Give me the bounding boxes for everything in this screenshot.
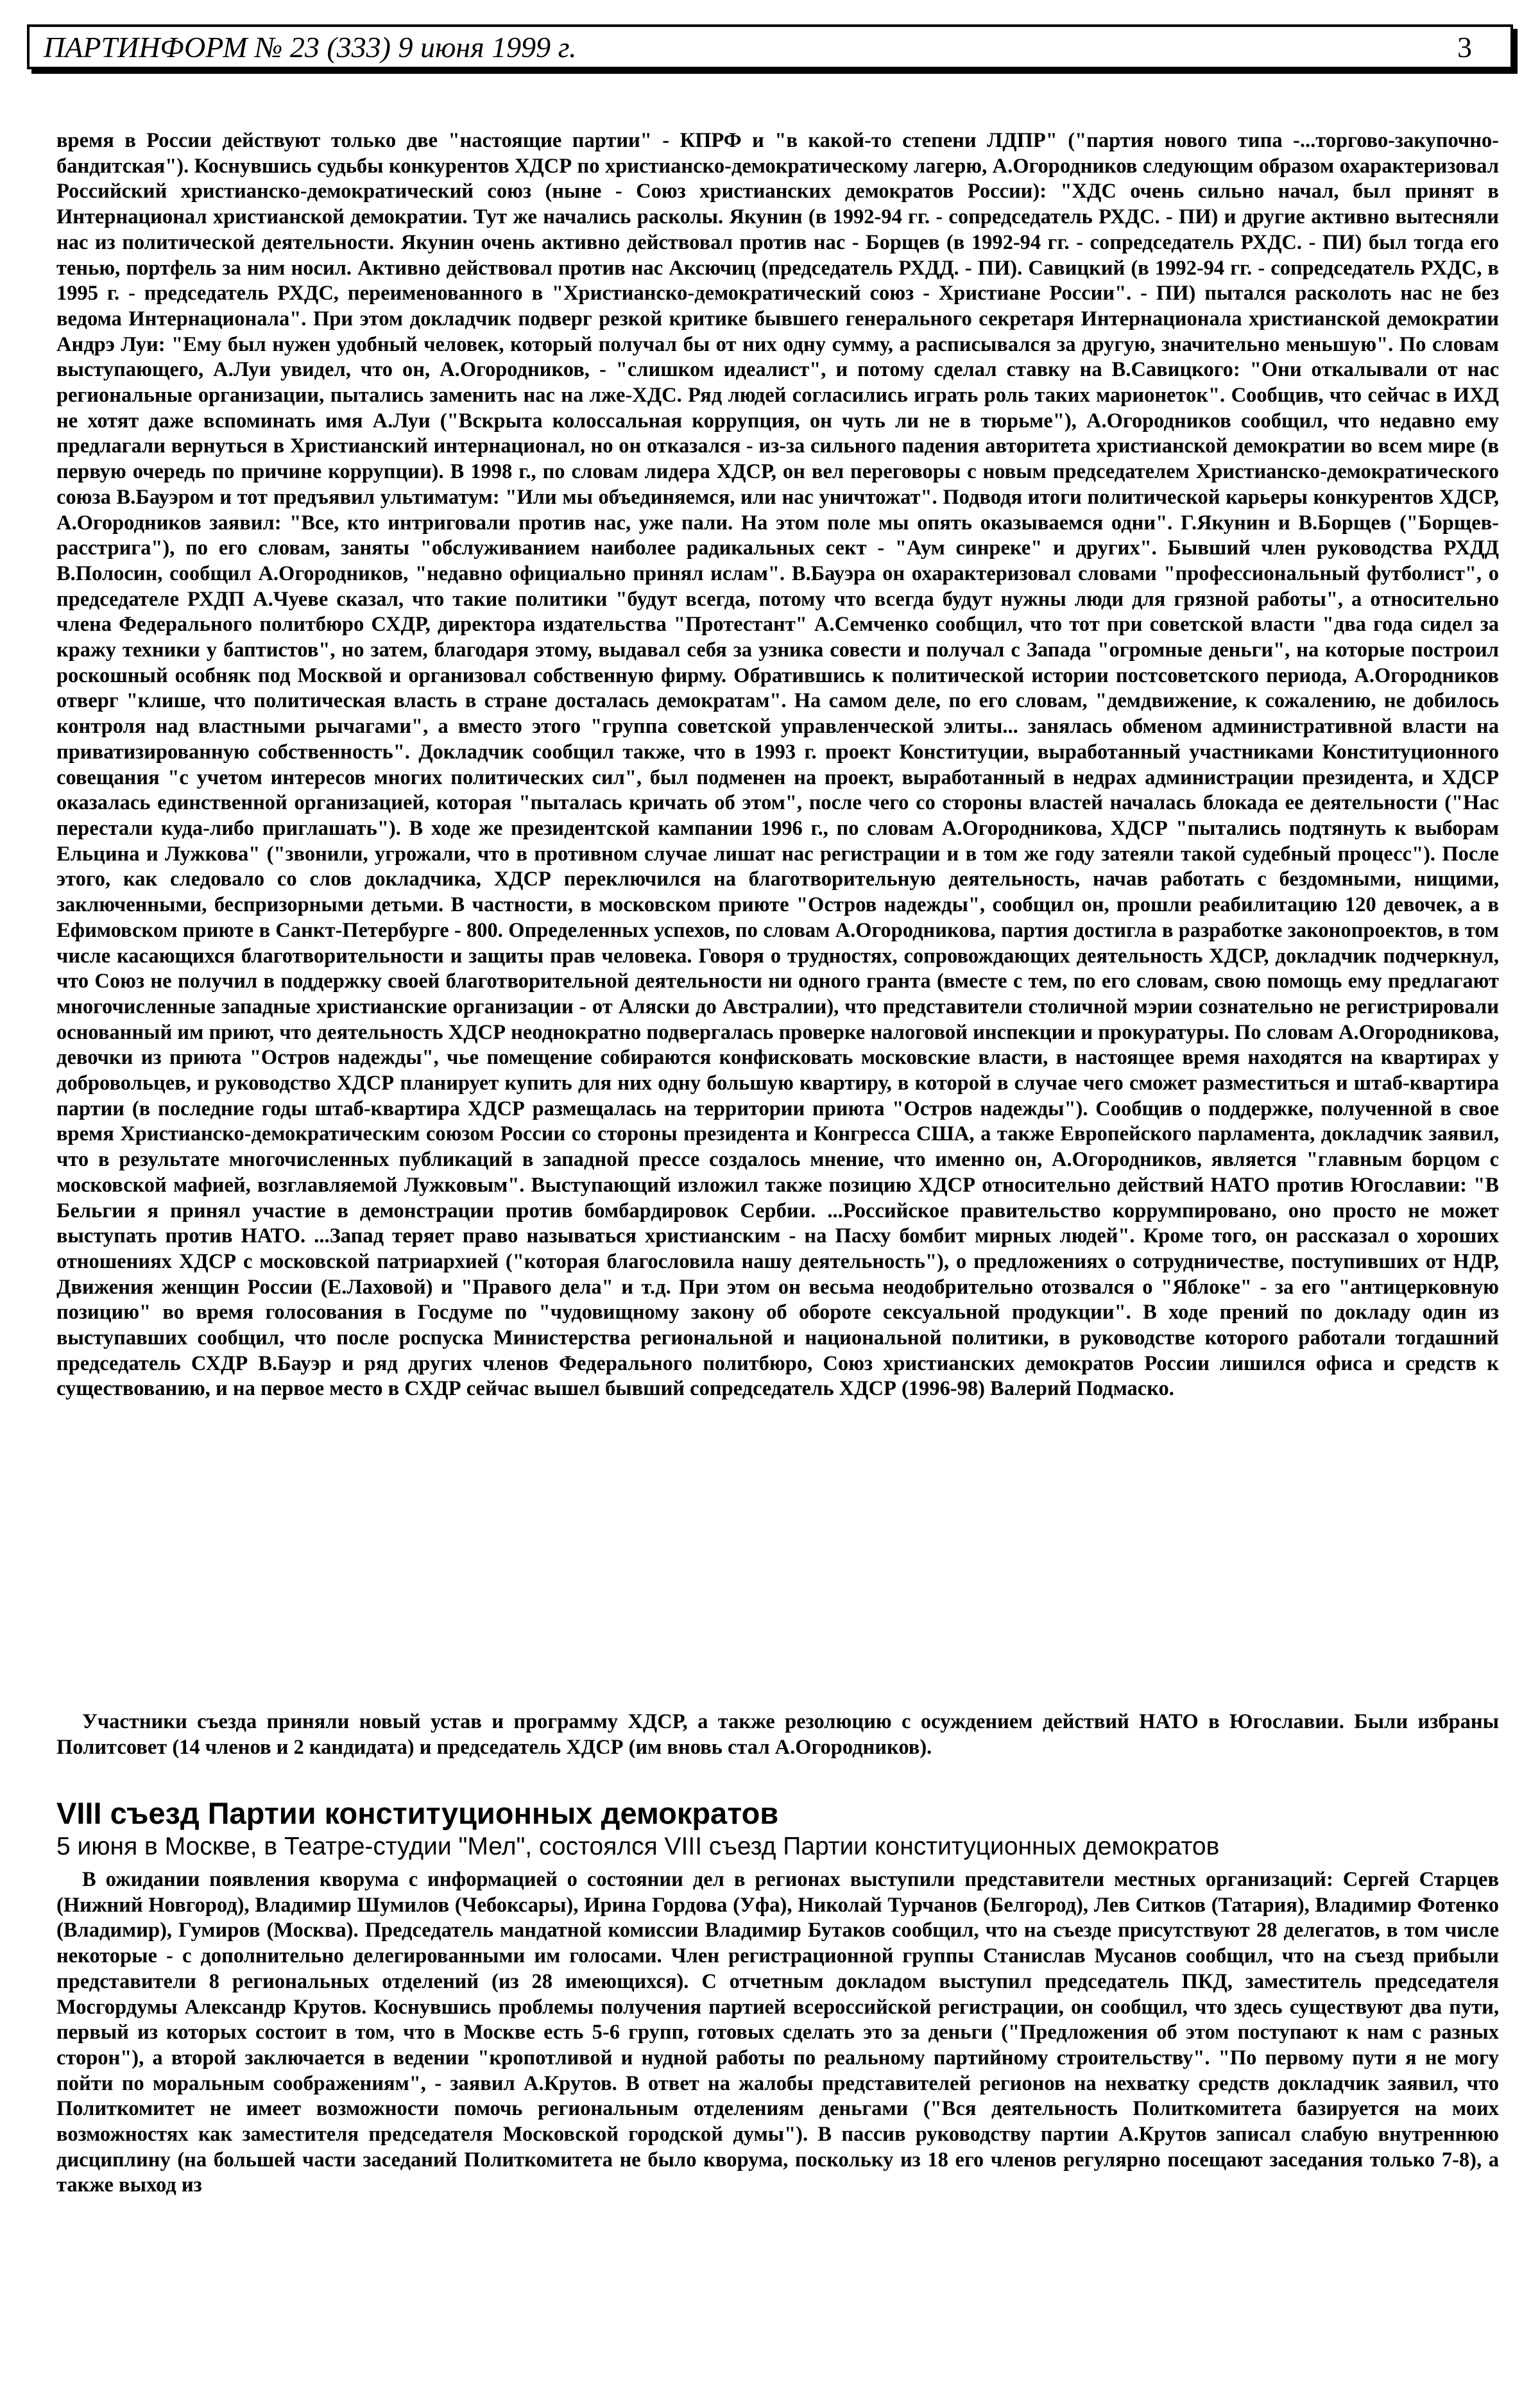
- publication-title: ПАРТИНФОРМ № 23 (333) 9 июня 1999 г.: [44, 31, 577, 64]
- page-header: [27, 24, 1513, 69]
- page-number: 3: [1457, 31, 1472, 64]
- article-closing-paragraph: Участники съезда приняли новый устав и программу ХДСР, а также резолюцию с осуждением действий НАТО в Югославии. Были избраны Политсовет (14 членов и 2 кандидата) и председатель ХДСР (им вновь стал А.Огородников).: [56, 1710, 1499, 1759]
- article-headline: VIII съезд Партии конституционных демократов: [56, 1796, 779, 1830]
- article-body-paragraph: В ожидании появления кворума с информацией о состоянии дел в регионах выступили представители местных организаций: Сергей Старцев (Нижний Новгород), Владимир Шумилов (Чебоксары), Ирина Гордова (Уфа), Николай Турчанов (Белгород), Лев Ситков (Татария), Владимир Фотенко (Владимир), Гумиров (Москва). Председатель мандатной комиссии Владимир Бутаков сообщил, что на съезде присутствуют 28 делегатов, в том числе некоторые - с дополнительно делегированными им голосами. Член регистрационной группы Станислав Мусанов сообщил, что на съезд прибыли представители 8 региональных отделений (из 28 имеющихся). С отчетным докладом выступил председатель ПКД, заместитель председателя Мосгордумы Александр Крутов. Коснувшись проблемы получения партией всероссийской регистрации, он сообщил, что здесь существуют два пути, первый из которых состоит в том, что в Москве есть 5-6 групп, готовых сделать это за деньги ("Предложения об этом поступают к нам с разных сторон"), а второй заключается в ведении "кропотливой и нудной работы по реальному партийному строительству". "По первому пути я не могу пойти по моральным соображениям", - заявил А.Крутов. В ответ на жалобы представителей регионов на нехватку средств докладчик заявил, что Политкомитет не имеет возможности помочь региональным отделениям деньгами ("Вся деятельность Политкомитета базируется на моих возможностях как заместителя председателя Московской городской думы"). В пассив руководству партии А.Крутов записал слабую внутреннюю дисциплину (на большей части заседаний Политкомитета не было кворума, поскольку из 18 его членов регулярно посещают заседания только 7-8), а также выход из: [56, 1868, 1499, 2197]
- article-lead: 5 июня в Москве, в Театре-студии "Мел", состоялся VIII съезд Партии конституционных демократов: [56, 1833, 1220, 1860]
- article-body-paragraph: время в России действуют только две "настоящие партии" - КПРФ и "в какой-то степени ЛДПР" ("партия нового типа -...торгово-закупочно-бандитская"). Коснувшись судьбы конкурентов ХДСР по христианско-демократическому лагерю, А.Огородников следующим образом охарактеризовал Российский христианско-демократический союз (ныне - Союз христианских демократов России): "ХДС очень сильно начал, был принят в Интернационал христианской демократии. Тут же начались расколы. Якунин (в 1992-94 гг. - сопредседатель РХДС. - ПИ) и другие активно вытесняли нас из политической деятельности. Якунин очень активно действовал против нас - Борщев (в 1992-94 гг. - сопредседатель РХДС. - ПИ) был тогда его тенью, портфель за ним носил. Активно действовал против нас Аксючиц (председатель РХДД. - ПИ). Савицкий (в 1992-94 гг. - сопредседатель РХДС, в 1995 г. - председатель РХДС, переименованного в "Христианско-демократический союз - Христиане России". - ПИ) пытался расколоть нас не без ведома Интернационала". При этом докладчик подверг резкой критике бывшего генерального секретаря Интернационала христианской демократии Андрэ Луи: "Ему был нужен удобный человек, который получал бы от них одну сумму, а расписывался за другую, значительно меньшую". По словам выступающего, А.Луи увидел, что он, А.Огородников, - "слишком идеалист", и потому сделал ставку на В.Савицкого: "Они откалывали от нас региональные организации, пытались заменить нас на лже-ХДС. Ряд людей согласились играть роль таких марионеток". Сообщив, что сейчас в ИХД не хотят даже вспоминать имя А.Луи ("Вскрыта колоссальная коррупция, он чуть ли не в тюрьме"), А.Огородников сообщил, что недавно ему предлагали вернуться в Христианский интернационал, но он отказался - из-за сильного падения авторитета христианской демократии во всем мире (в первую очередь по причине коррупции). В 1998 г., по словам лидера ХДСР, он вел переговоры с новым председателем Христианско-демократического союза В.Бауэром и тот предъявил ультиматум: "Или мы объединяемся, или нас уничтожат". Подводя итоги политической карьеры конкурентов ХДСР, А.Огородников заявил: "Все, кто интриговали против нас, уже пали. На этом поле мы опять оказываемся одни". Г.Якунин и В.Борщев ("Борщев-расстрига"), по его словам, заняты "обслуживанием наиболее радикальных сект - "Аум синреке" и других". Бывший член руководства РХДД В.Полосин, сообщил А.Огородников, "недавно официально принял ислам". В.Бауэра он охарактеризовал словами "профессиональный футболист", о председателе РХДП А.Чуеве сказал, что такие политики "будут всегда, потому что всегда будут нужны люди для грязной работы", а относительно члена Федерального политбюро СХДР, директора издательства "Протестант" А.Семченко сообщил, что тот при советской власти "два года сидел за кражу техники у баптистов", но затем, благодаря этому, выдавал себя за узника совести и получал с Запада "огромные деньги", на которые построил роскошный особняк под Москвой и организовал собственную фирму. Обратившись к политической истории постсоветского периода, А.Огородников отверг "клише, что политическая власть в стране досталась демократам". На самом деле, по его словам, "демдвижение, к сожалению, не добилось контроля над властными рычагами", а вместо этого "группа советской управленческой элиты... занялась обменом административной власти на приватизированную собственность". Докладчик сообщил также, что в 1993 г. проект Конституции, выработанный участниками Конституционного совещания "с учетом интересов многих политических сил", был подменен на проект, выработанный в недрах администрации президента, и ХДСР оказалась единственной организацией, которая "пыталась кричать об этом", после чего со стороны властей началась блокада ее деятельности ("Нас перестали куда-либо приглашать"). В ходе же президентской кампании 1996 г., по словам А.Огородникова, ХДСР "пытались подтянуть к выборам Ельцина и Лужкова" ("звонили, угрожали, что в противном случае лишат нас регистрации и в том же году затеяли такой судебный процесс"). После этого, как следовало со слов докладчика, ХДСР переключился на благотворительную деятельность, начав работать с бездомными, нищими, заключенными, беспризорными детьми. В частности, в московском приюте "Остров надежды", сообщил он, прошли реабилитацию 120 девочек, а в Ефимовском приюте в Санкт-Петербурге - 800. Определенных успехов, по словам А.Огородникова, партия достигла в разработке законопроектов, в том числе касающихся благотворительности и защиты прав человека. Говоря о трудностях, сопровождающих деятельность ХДСР, докладчик подчеркнул, что Союз не получил в поддержку своей благотворительной деятельности ни одного гранта (вместе с тем, по его словам, свою помощь ему предлагают многочисленные западные христианские организации - от Аляски до Австралии), что представители столичной мэрии сознательно не регистрировали основанный им приют, что деятельность ХДСР неоднократно подвергалась проверке налоговой инспекции и прокуратуры. По словам А.Огородникова, девочки из приюта "Остров надежды", чье помещение собираются конфисковать московские власти, в настоящее время находятся на квартирах у добровольцев, и руководство ХДСР планирует купить для них одну большую квартиру, в которой в случае чего сможет разместиться и штаб-квартира партии (в последние годы штаб-квартира ХДСР размещалась на территории приюта "Остров надежды"). Сообщив о поддержке, полученной в свое время Христианско-демократическим союзом России со стороны президента и Конгресса США, а также Европейского парламента, докладчик заявил, что в результате многочисленных публикаций в западной прессе создалось мнение, что именно он, А.Огородников, является "главным борцом с московской мафией, возглавляемой Лужковым". Выступающий изложил также позицию ХДСР относительно действий НАТО против Югославии: "В Бельгии я принял участие в демонстрации против бомбардировок Сербии. ...Российское правительство коррумпировано, оно просто не может выступать против НАТО. ...Запад теряет право называться христианским - на Пасху бомбит мирных людей". Кроме того, он рассказал о хороших отношениях ХДСР с московской патриархией ("которая благословила нашу деятельность"), о предложениях о сотрудничестве, поступивших от НДР, Движения женщин России (Е.Лаховой) и "Правого дела" и т.д. При этом он весьма неодобрительно отозвался о "Яблоке" - за его "антицерковную позицию" во время голосования в Госдуме по "чудовищному закону об обороте сексуальной продукции". В ходе прений по докладу один из выступавших сообщил, что после роспуска Министерства региональной и национальной политики, в руководстве которого работали тогдашний председатель СХДР В.Бауэр и ряд других членов Федерального политбюро, Союз христианских демократов России лишился офиса и средств к существованию, и на первое место в СХДР сейчас вышел бывший сопредседатель ХДСР (1996-98) Валерий Подмаско.: [56, 129, 1499, 1401]
